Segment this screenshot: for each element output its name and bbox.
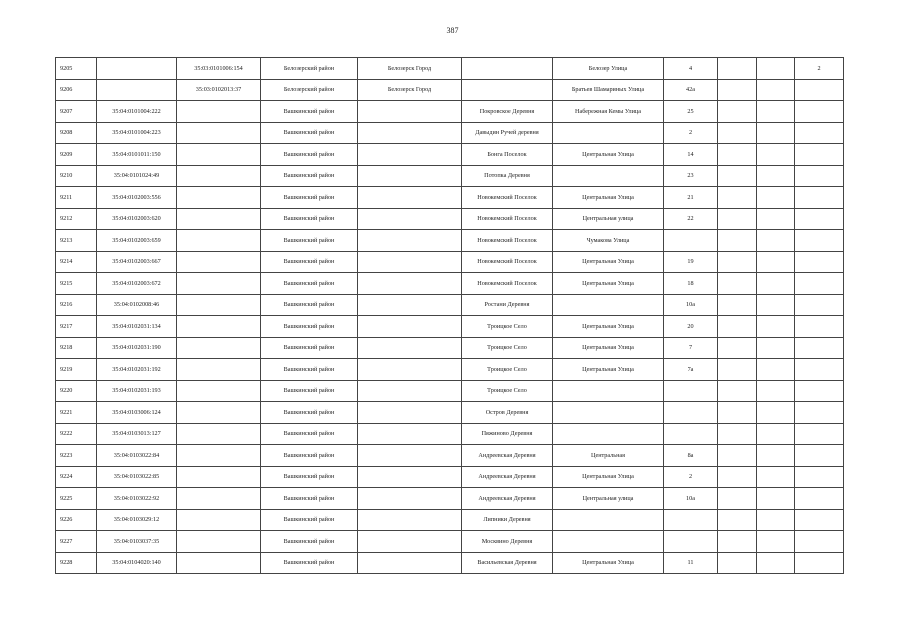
cell-extra-3	[795, 230, 844, 252]
cell-extra-2	[757, 101, 795, 123]
cell-extra-2	[757, 230, 795, 252]
cell-settlement: Бонга Поселок	[462, 144, 553, 166]
cell-cadastral-number-a: 35:04:0103006:124	[97, 402, 177, 424]
cell-cadastral-number-a: 35:04:0101004:222	[97, 101, 177, 123]
cell-house-number: 4	[664, 58, 718, 80]
cell-house-number	[664, 531, 718, 553]
cell-cadastral-number-a: 35:04:0102003:672	[97, 273, 177, 295]
cell-record-number: 9214	[56, 251, 97, 273]
cell-house-number: 10а	[664, 294, 718, 316]
cell-extra-1	[718, 294, 757, 316]
cell-extra-3	[795, 273, 844, 295]
cell-district: Вашкинский район	[261, 273, 358, 295]
cell-extra-2	[757, 466, 795, 488]
cell-extra-3: 2	[795, 58, 844, 80]
cell-street: Центральная улица	[553, 208, 664, 230]
cell-extra-1	[718, 488, 757, 510]
cell-record-number: 9216	[56, 294, 97, 316]
table-row	[56, 251, 844, 273]
table-row	[56, 165, 844, 187]
cell-district: Вашкинский район	[261, 423, 358, 445]
cell-cadastral-number-b	[177, 488, 261, 510]
cell-settlement: Покровское Деревня	[462, 101, 553, 123]
cell-house-number: 42а	[664, 79, 718, 101]
cell-cadastral-number-a: 35:04:0103013:127	[97, 423, 177, 445]
cell-street: Центральная Улица	[553, 337, 664, 359]
cell-extra-2	[757, 122, 795, 144]
cell-district: Вашкинский район	[261, 294, 358, 316]
cell-street	[553, 509, 664, 531]
cell-street: Набережная Кемы Улица	[553, 101, 664, 123]
cell-settlement: Новокемский Поселок	[462, 251, 553, 273]
table-row	[56, 122, 844, 144]
cell-cadastral-number-b	[177, 531, 261, 553]
cell-city	[358, 144, 462, 166]
table-row	[56, 423, 844, 445]
cell-cadastral-number-a	[97, 58, 177, 80]
cell-street	[553, 380, 664, 402]
table-row	[56, 445, 844, 467]
cell-district: Вашкинский район	[261, 466, 358, 488]
cell-cadastral-number-b	[177, 144, 261, 166]
cell-record-number: 9207	[56, 101, 97, 123]
cell-street: Центральная улица	[553, 488, 664, 510]
cell-extra-1	[718, 58, 757, 80]
cell-city	[358, 423, 462, 445]
cell-extra-2	[757, 337, 795, 359]
cell-extra-2	[757, 294, 795, 316]
cell-settlement: Андреевская Деревня	[462, 445, 553, 467]
cell-street	[553, 402, 664, 424]
table-row	[56, 58, 844, 80]
cell-extra-3	[795, 509, 844, 531]
table-row	[56, 359, 844, 381]
cell-cadastral-number-b	[177, 509, 261, 531]
cell-street: Центральная	[553, 445, 664, 467]
cell-district: Вашкинский район	[261, 316, 358, 338]
cell-extra-3	[795, 380, 844, 402]
cell-record-number: 9208	[56, 122, 97, 144]
cell-extra-3	[795, 531, 844, 553]
cell-house-number: 23	[664, 165, 718, 187]
cell-district: Вашкинский район	[261, 359, 358, 381]
cell-street	[553, 294, 664, 316]
table-row	[56, 144, 844, 166]
cell-house-number: 7а	[664, 359, 718, 381]
cell-city	[358, 316, 462, 338]
cell-extra-1	[718, 273, 757, 295]
cell-cadastral-number-b	[177, 122, 261, 144]
cell-city	[358, 466, 462, 488]
cell-house-number: 25	[664, 101, 718, 123]
cell-cadastral-number-a: 35:04:0102003:667	[97, 251, 177, 273]
cell-settlement: Троицкое Село	[462, 359, 553, 381]
cell-street	[553, 423, 664, 445]
cell-extra-1	[718, 552, 757, 574]
cell-cadastral-number-b	[177, 187, 261, 209]
cell-extra-2	[757, 509, 795, 531]
cell-extra-1	[718, 466, 757, 488]
cell-extra-3	[795, 144, 844, 166]
cell-cadastral-number-b	[177, 337, 261, 359]
cell-extra-1	[718, 316, 757, 338]
cell-extra-3	[795, 552, 844, 574]
table-row	[56, 294, 844, 316]
cell-street: Центральная Улица	[553, 359, 664, 381]
cell-cadastral-number-a	[97, 79, 177, 101]
cell-street: Центральная Улица	[553, 251, 664, 273]
page-number: 387	[446, 26, 459, 35]
cell-settlement: Андреевская Деревня	[462, 466, 553, 488]
cell-extra-3	[795, 79, 844, 101]
cell-settlement: Липники Деревня	[462, 509, 553, 531]
registry-table	[55, 57, 844, 574]
cell-extra-2	[757, 208, 795, 230]
cell-house-number	[664, 230, 718, 252]
cell-cadastral-number-a: 35:04:0103037:35	[97, 531, 177, 553]
table-row	[56, 488, 844, 510]
cell-district: Вашкинский район	[261, 552, 358, 574]
cell-cadastral-number-a: 35:04:0103022:85	[97, 466, 177, 488]
registry-table-body	[56, 58, 844, 574]
cell-extra-3	[795, 359, 844, 381]
cell-city	[358, 402, 462, 424]
cell-cadastral-number-b	[177, 230, 261, 252]
cell-cadastral-number-b	[177, 359, 261, 381]
cell-extra-3	[795, 316, 844, 338]
cell-house-number: 20	[664, 316, 718, 338]
cell-house-number	[664, 380, 718, 402]
cell-district: Вашкинский район	[261, 144, 358, 166]
cell-street: Центральная Улица	[553, 316, 664, 338]
cell-house-number	[664, 402, 718, 424]
cell-extra-2	[757, 359, 795, 381]
table-row	[56, 101, 844, 123]
cell-cadastral-number-b	[177, 273, 261, 295]
cell-street	[553, 165, 664, 187]
cell-settlement: Москвино Деревня	[462, 531, 553, 553]
cell-extra-3	[795, 294, 844, 316]
cell-extra-2	[757, 488, 795, 510]
cell-district: Вашкинский район	[261, 187, 358, 209]
cell-record-number: 9227	[56, 531, 97, 553]
cell-city	[358, 187, 462, 209]
cell-extra-2	[757, 144, 795, 166]
cell-extra-2	[757, 402, 795, 424]
cell-extra-1	[718, 531, 757, 553]
cell-district: Вашкинский район	[261, 445, 358, 467]
cell-cadastral-number-a: 35:04:0102031:134	[97, 316, 177, 338]
cell-city	[358, 337, 462, 359]
cell-city	[358, 230, 462, 252]
cell-house-number: 10а	[664, 488, 718, 510]
cell-cadastral-number-b	[177, 423, 261, 445]
cell-settlement: Потопка Деревня	[462, 165, 553, 187]
cell-city	[358, 552, 462, 574]
cell-extra-2	[757, 251, 795, 273]
cell-extra-1	[718, 144, 757, 166]
table-row	[56, 208, 844, 230]
cell-house-number: 11	[664, 552, 718, 574]
cell-settlement: Новокемский Поселок	[462, 273, 553, 295]
table-row	[56, 466, 844, 488]
cell-cadastral-number-a: 35:04:0102031:190	[97, 337, 177, 359]
cell-street	[553, 122, 664, 144]
cell-extra-1	[718, 251, 757, 273]
cell-city	[358, 488, 462, 510]
cell-record-number: 9224	[56, 466, 97, 488]
cell-extra-2	[757, 380, 795, 402]
cell-street	[553, 531, 664, 553]
cell-settlement: Троицкое Село	[462, 337, 553, 359]
cell-record-number: 9220	[56, 380, 97, 402]
cell-extra-1	[718, 402, 757, 424]
cell-extra-3	[795, 101, 844, 123]
cell-record-number: 9215	[56, 273, 97, 295]
cell-settlement: Новокемский Поселок	[462, 187, 553, 209]
table-row	[56, 79, 844, 101]
cell-cadastral-number-b	[177, 208, 261, 230]
table-row	[56, 230, 844, 252]
cell-record-number: 9225	[56, 488, 97, 510]
cell-record-number: 9206	[56, 79, 97, 101]
cell-record-number: 9228	[56, 552, 97, 574]
cell-extra-1	[718, 122, 757, 144]
cell-cadastral-number-a: 35:04:0102031:193	[97, 380, 177, 402]
cell-cadastral-number-a: 35:04:0101004:223	[97, 122, 177, 144]
cell-record-number: 9221	[56, 402, 97, 424]
cell-cadastral-number-a: 35:04:0104020:140	[97, 552, 177, 574]
cell-settlement: Новокемский Поселок	[462, 208, 553, 230]
cell-city	[358, 509, 462, 531]
cell-district: Белозерский район	[261, 58, 358, 80]
cell-city: Белозерск Город	[358, 58, 462, 80]
cell-cadastral-number-a: 35:04:0102003:659	[97, 230, 177, 252]
cell-record-number: 9223	[56, 445, 97, 467]
cell-house-number: 2	[664, 466, 718, 488]
cell-extra-1	[718, 445, 757, 467]
cell-district: Вашкинский район	[261, 380, 358, 402]
cell-district: Вашкинский район	[261, 101, 358, 123]
cell-cadastral-number-a: 35:04:0103029:12	[97, 509, 177, 531]
cell-district: Вашкинский район	[261, 488, 358, 510]
cell-settlement: Новокемский Поселок	[462, 230, 553, 252]
cell-record-number: 9218	[56, 337, 97, 359]
cell-city: Белозерск Город	[358, 79, 462, 101]
cell-settlement: Васильевская Деревня	[462, 552, 553, 574]
cell-district: Вашкинский район	[261, 251, 358, 273]
cell-cadastral-number-b	[177, 101, 261, 123]
cell-city	[358, 165, 462, 187]
cell-district: Белозерский район	[261, 79, 358, 101]
table-row	[56, 337, 844, 359]
cell-cadastral-number-b	[177, 251, 261, 273]
cell-extra-3	[795, 466, 844, 488]
cell-cadastral-number-a: 35:04:0101011:150	[97, 144, 177, 166]
cell-settlement	[462, 58, 553, 80]
cell-district: Вашкинский район	[261, 402, 358, 424]
cell-district: Вашкинский район	[261, 531, 358, 553]
table-row	[56, 316, 844, 338]
cell-extra-3	[795, 488, 844, 510]
cell-extra-1	[718, 509, 757, 531]
cell-extra-2	[757, 58, 795, 80]
cell-extra-2	[757, 187, 795, 209]
table-row	[56, 552, 844, 574]
cell-cadastral-number-b	[177, 380, 261, 402]
cell-cadastral-number-b	[177, 316, 261, 338]
cell-extra-1	[718, 208, 757, 230]
cell-extra-2	[757, 531, 795, 553]
cell-city	[358, 294, 462, 316]
cell-house-number: 7	[664, 337, 718, 359]
cell-settlement: Остров Деревня	[462, 402, 553, 424]
cell-record-number: 9211	[56, 187, 97, 209]
cell-cadastral-number-a: 35:04:0102003:620	[97, 208, 177, 230]
cell-cadastral-number-b: 35:03:0101006:154	[177, 58, 261, 80]
cell-city	[358, 101, 462, 123]
cell-extra-3	[795, 337, 844, 359]
cell-settlement: Троицкое Село	[462, 380, 553, 402]
cell-record-number: 9219	[56, 359, 97, 381]
table-row	[56, 402, 844, 424]
cell-street: Братьев Шамариных Улица	[553, 79, 664, 101]
cell-cadastral-number-a: 35:04:0101024:49	[97, 165, 177, 187]
cell-district: Вашкинский район	[261, 122, 358, 144]
cell-settlement: Ростани Деревня	[462, 294, 553, 316]
table-row	[56, 380, 844, 402]
cell-extra-1	[718, 230, 757, 252]
cell-house-number	[664, 509, 718, 531]
cell-house-number: 2	[664, 122, 718, 144]
cell-street: Центральная Улица	[553, 552, 664, 574]
cell-extra-2	[757, 423, 795, 445]
cell-house-number: 22	[664, 208, 718, 230]
cell-city	[358, 531, 462, 553]
cell-cadastral-number-b	[177, 552, 261, 574]
cell-record-number: 9222	[56, 423, 97, 445]
cell-city	[358, 208, 462, 230]
cell-extra-3	[795, 165, 844, 187]
cell-district: Вашкинский район	[261, 509, 358, 531]
cell-house-number: 19	[664, 251, 718, 273]
cell-city	[358, 445, 462, 467]
cell-extra-1	[718, 187, 757, 209]
cell-extra-1	[718, 165, 757, 187]
table-row	[56, 531, 844, 553]
cell-cadastral-number-a: 35:04:0102008:46	[97, 294, 177, 316]
cell-record-number: 9205	[56, 58, 97, 80]
cell-extra-3	[795, 187, 844, 209]
cell-extra-3	[795, 251, 844, 273]
cell-extra-1	[718, 380, 757, 402]
cell-house-number	[664, 423, 718, 445]
cell-house-number: 18	[664, 273, 718, 295]
cell-cadastral-number-b	[177, 445, 261, 467]
cell-cadastral-number-a: 35:04:0102031:192	[97, 359, 177, 381]
cell-extra-1	[718, 337, 757, 359]
cell-house-number: 8а	[664, 445, 718, 467]
cell-extra-1	[718, 101, 757, 123]
cell-record-number: 9210	[56, 165, 97, 187]
cell-street: Центральная Улица	[553, 187, 664, 209]
cell-extra-2	[757, 165, 795, 187]
cell-district: Вашкинский район	[261, 165, 358, 187]
cell-city	[358, 251, 462, 273]
table-row	[56, 187, 844, 209]
cell-extra-2	[757, 316, 795, 338]
cell-cadastral-number-a: 35:04:0103022:92	[97, 488, 177, 510]
cell-extra-1	[718, 423, 757, 445]
cell-extra-3	[795, 122, 844, 144]
cell-street: Центральная Улица	[553, 466, 664, 488]
cell-house-number: 14	[664, 144, 718, 166]
cell-cadastral-number-b: 35:03:0102013:37	[177, 79, 261, 101]
cell-cadastral-number-b	[177, 402, 261, 424]
cell-city	[358, 380, 462, 402]
table-row	[56, 273, 844, 295]
cell-cadastral-number-a: 35:04:0102003:556	[97, 187, 177, 209]
cell-house-number: 21	[664, 187, 718, 209]
cell-extra-3	[795, 208, 844, 230]
cell-city	[358, 273, 462, 295]
cell-district: Вашкинский район	[261, 208, 358, 230]
cell-extra-3	[795, 402, 844, 424]
cell-cadastral-number-b	[177, 294, 261, 316]
cell-cadastral-number-b	[177, 466, 261, 488]
cell-city	[358, 359, 462, 381]
cell-settlement: Троицкое Село	[462, 316, 553, 338]
cell-city	[358, 122, 462, 144]
cell-extra-3	[795, 423, 844, 445]
cell-street: Чумакова Улица	[553, 230, 664, 252]
cell-record-number: 9217	[56, 316, 97, 338]
table-row	[56, 509, 844, 531]
cell-record-number: 9213	[56, 230, 97, 252]
cell-extra-2	[757, 79, 795, 101]
cell-settlement: Пяжиново Деревня	[462, 423, 553, 445]
cell-record-number: 9212	[56, 208, 97, 230]
cell-district: Вашкинский район	[261, 337, 358, 359]
cell-record-number: 9226	[56, 509, 97, 531]
cell-street: Белозер Улица	[553, 58, 664, 80]
cell-extra-3	[795, 445, 844, 467]
cell-extra-2	[757, 445, 795, 467]
cell-settlement	[462, 79, 553, 101]
cell-street: Центральная Улица	[553, 273, 664, 295]
cell-cadastral-number-a: 35:04:0103022:84	[97, 445, 177, 467]
cell-extra-2	[757, 552, 795, 574]
cell-settlement: Давыдин Ручей деревня	[462, 122, 553, 144]
cell-extra-1	[718, 359, 757, 381]
cell-district: Вашкинский район	[261, 230, 358, 252]
cell-settlement: Андреевская Деревня	[462, 488, 553, 510]
cell-cadastral-number-b	[177, 165, 261, 187]
cell-extra-1	[718, 79, 757, 101]
cell-record-number: 9209	[56, 144, 97, 166]
cell-extra-2	[757, 273, 795, 295]
cell-street: Центральная Улица	[553, 144, 664, 166]
